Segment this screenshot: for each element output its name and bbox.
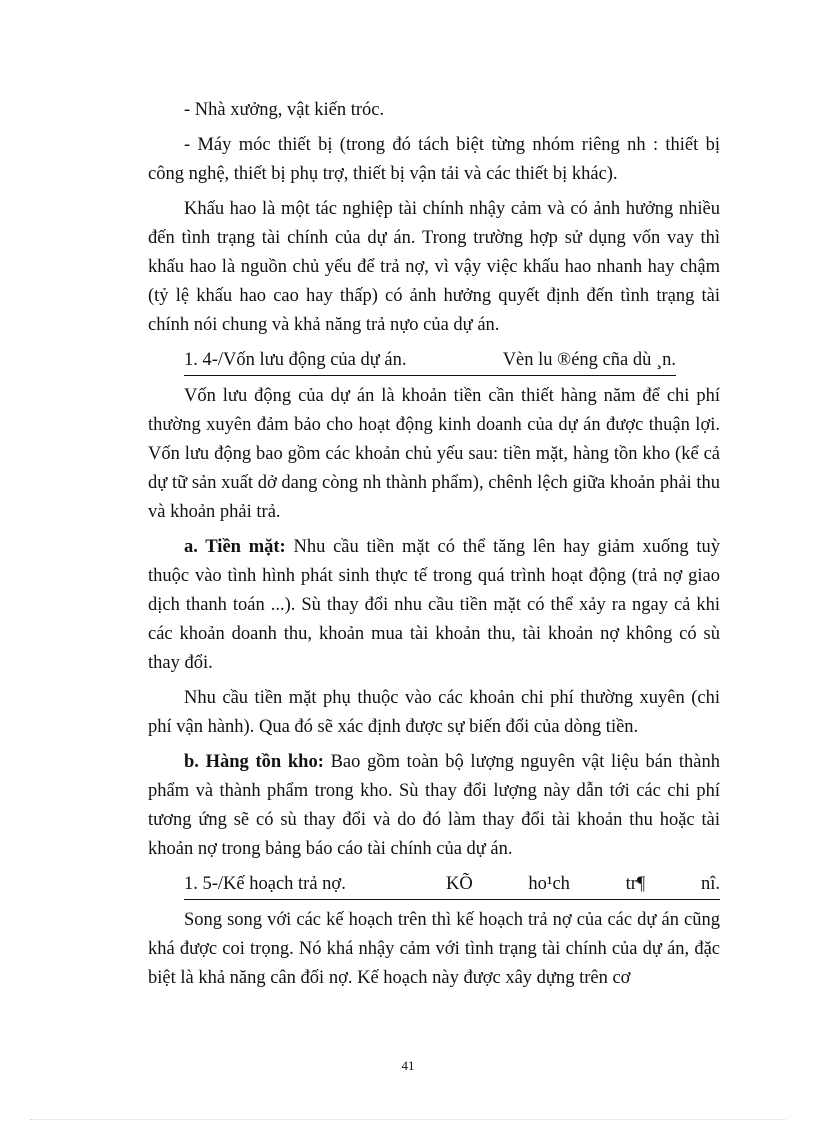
paragraph-inventory-label: b. Hàng tồn kho: [184,752,324,772]
garbled-word: KÕ [446,874,473,894]
paragraph-inventory [148,748,720,864]
garbled-word: nî. [700,874,720,894]
page-bottom-divider [30,1119,786,1120]
paragraph-cash [148,533,720,678]
paragraph-working-capital: Vốn lưu động của dự án là khoản tiền cần thiết hàng năm để chi phí thường xuyên đảm bảo cho hoạt động kinh doanh của dự án được thuận lợi. Vốn lưu động bao gồm các khoản chủ yếu sau: tiền mặt, hàng tồn kho (kể cả dự tữ sản xuất dở dang còng nh thành phẩm), chênh lệch giữa khoản phải thu và khoản phải trả. [148,386,720,522]
paragraph-depreciation: Khấu hao là một tác nghiệp tài chính nhậy cảm và có ảnh hưởng nhiều đến tình trạng tài chính của dự án. Trong trường hợp sử dụng vốn vay thì khấu hao là nguồn chủ yếu để trả nợ, vì vậy việc khấu hao nhanh hay chậm (tỷ lệ khấu hao cao hay thấp) có ảnh hưởng quyết định đến tình trạng tài chính nói chung và khả năng trả nựo của dự án. [148,199,720,335]
heading-garbled-text [446,870,720,899]
page-number: 41 [401,1058,415,1073]
section-heading-working-capital [184,346,676,376]
paragraph-inventory-text: Bao gồm toàn bộ lượng nguyên vật liệu bán thành phẩm và thành phẩm trong kho. Sù thay đổi lượng này dẫn tới các chi phí tương ứng sẽ có sù thay đổi và do đó làm thay đổi tài khoản thu hoặc tài khoản nợ trong bảng báo cáo tài chính của dự án. [148,752,721,859]
document-body [148,96,720,999]
heading-title: 1. 5-/Kế hoạch trả nợ. [184,874,346,894]
paragraph-debt-plan: Song song với các kế hoạch trên thì kế hoạch trả nợ của các dự án cũng khá được coi trọng. Nó khá nhậy cảm với tình trạng tài chính của dự án, đặc biệt là khả năng cân đối nợ. Kế hoạch này được xây dựng trên cơ [148,910,720,988]
paragraph-cash-needs: Nhu cầu tiền mặt phụ thuộc vào các khoản chi phí thường xuyên (chi phí vận hành). Qua đó sẽ xác định được sự biến đổi của dòng tiền. [148,688,720,737]
section-heading-debt-plan [184,870,720,900]
heading-title: 1. 4-/Vốn lưu động của dự án. [184,350,407,370]
heading-garbled-text: Vèn lu ®éng cña dù ¸n. [502,350,676,370]
paragraph-cash-text: Nhu cầu tiền mặt có thể tăng lên hay giảm xuống tuỳ thuộc vào tình hình phát sinh thực tế trong quá trình hoạt động (trả nợ giao dịch thanh toán ...). Sù thay đổi nhu cầu tiền mặt có thể xảy ra ngay cả khi các khoản doanh thu, khoản mua tài khoản thu, tài khoản nợ không có sù thay đổi. [148,537,720,673]
garbled-word: ho¹ch [528,874,570,894]
paragraph-cash-label: a. Tiền mặt: [184,537,286,557]
garbled-word: tr¶ [625,874,646,894]
paragraph-machinery-equipment: - Máy móc thiết bị (trong đó tách biệt từng nhóm riêng nh : thiết bị công nghệ, thiết bị phụ trợ, thiết bị vận tải và các thiết bị khác). [148,135,720,184]
paragraph-factory-buildings: - Nhà xưởng, vật kiến tróc. [184,100,385,120]
